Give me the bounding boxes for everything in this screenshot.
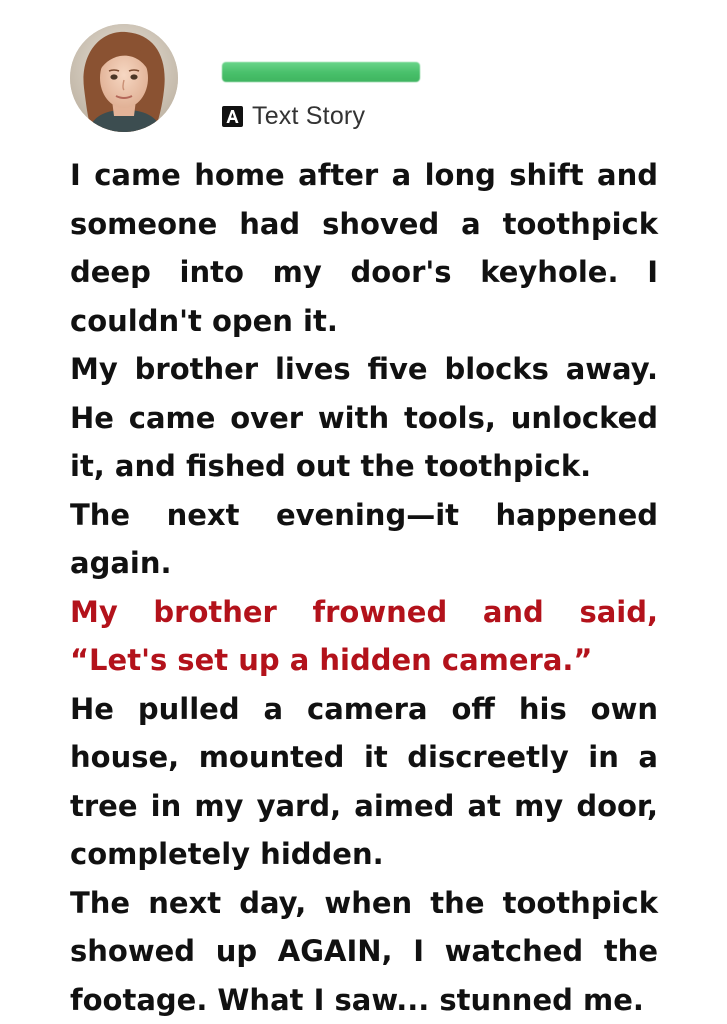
letter-a-badge-icon (222, 106, 243, 127)
author-name-redacted (222, 62, 420, 82)
story-paragraph: He pulled a camera off his own house, mounted it discreetly in a tree in my yard, aimed at my door, completely hidden. (70, 691, 658, 871)
story-paragraph: I came home after a long shift and someone had shoved a toothpick deep into my door's keyhole. I couldn't open it. (70, 158, 658, 338)
source-label: Text Story (252, 102, 366, 130)
story-paragraph-highlight: My brother frowned and said, “Let's set up a hidden camera.” (70, 594, 658, 677)
source-tag[interactable] (222, 101, 365, 131)
avatar-portrait-icon (70, 24, 178, 132)
story-paragraph: The next day, when the toothpick showed up AGAIN, I watched the footage. What I saw... stunned me. (70, 885, 658, 1017)
avatar[interactable] (70, 24, 178, 132)
story-paragraph: The next evening—it happened again. (70, 497, 658, 580)
story-paragraph: My brother lives five blocks away. He came over with tools, unlocked it, and fished out the toothpick. (70, 352, 658, 483)
story-body (70, 151, 658, 1024)
post-header (0, 0, 727, 150)
